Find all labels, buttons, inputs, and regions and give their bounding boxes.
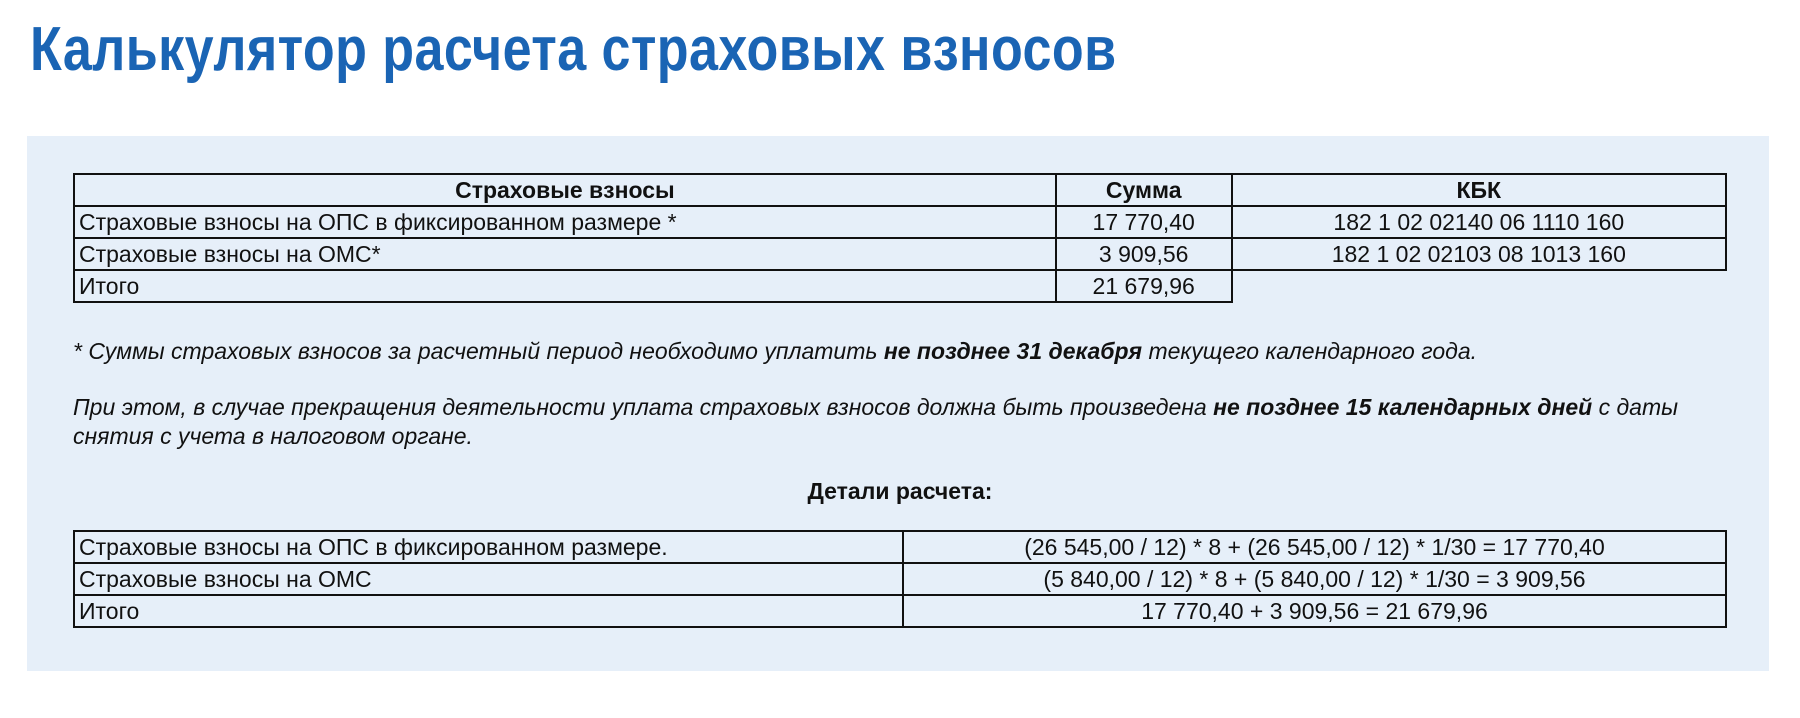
table-row xyxy=(74,206,1726,238)
row-oms-kbk: 182 1 02 02103 08 1013 160 xyxy=(1232,238,1726,270)
column-header-kbk: КБК xyxy=(1232,174,1726,206)
detail-oms-name: Страховые взносы на ОМС xyxy=(74,563,903,595)
detail-ops-name: Страховые взносы на ОПС в фиксированном размере. xyxy=(74,531,903,563)
total-label: Итого xyxy=(74,270,1056,302)
row-oms-name: Страховые взносы на ОМС* xyxy=(74,238,1056,270)
table-row xyxy=(74,531,1726,563)
note2-emphasis: не позднее 15 календарных дней xyxy=(1213,394,1593,420)
contributions-summary-table xyxy=(73,173,1727,303)
row-ops-amount: 17 770,40 xyxy=(1056,206,1232,238)
table-row xyxy=(74,563,1726,595)
row-ops-kbk: 182 1 02 02140 06 1110 160 xyxy=(1232,206,1726,238)
detail-ops-formula: (26 545,00 / 12) * 8 + (26 545,00 / 12) * 1/30 = 17 770,40 xyxy=(903,531,1726,563)
detail-total-name: Итого xyxy=(74,595,903,627)
table-row xyxy=(74,595,1726,627)
column-header-name: Страховые взносы xyxy=(74,174,1056,206)
table-header-row xyxy=(74,174,1726,206)
detail-total-formula: 17 770,40 + 3 909,56 = 21 679,96 xyxy=(903,595,1726,627)
table-row xyxy=(74,238,1726,270)
column-header-amount: Сумма xyxy=(1056,174,1232,206)
note2-text: При этом, в случае прекращения деятельности уплата страховых взносов должна быть произведена xyxy=(73,394,1214,420)
calculation-details-table xyxy=(73,530,1727,628)
total-amount: 21 679,96 xyxy=(1056,270,1232,302)
note1-emphasis: не позднее 31 декабря xyxy=(883,338,1143,364)
note1-text: * Суммы страховых взносов за расчетный период необходимо уплатить xyxy=(73,338,884,364)
page-title: Калькулятор расчета страховых взносов xyxy=(30,15,1117,84)
detail-oms-formula: (5 840,00 / 12) * 8 + (5 840,00 / 12) * 1/30 = 3 909,56 xyxy=(903,563,1726,595)
table-total-row xyxy=(74,270,1726,302)
row-ops-name: Страховые взносы на ОПС в фиксированном размере * xyxy=(74,206,1056,238)
empty-cell xyxy=(1232,270,1726,302)
payment-deadline-note xyxy=(73,337,1713,366)
note1-text-end: текущего календарного года. xyxy=(1142,338,1478,364)
note2-text-end: с даты снятия с учета в налоговом органе. xyxy=(73,394,1679,449)
details-heading: Детали расчета: xyxy=(807,478,993,504)
termination-note xyxy=(73,393,1713,451)
row-oms-amount: 3 909,56 xyxy=(1056,238,1232,270)
